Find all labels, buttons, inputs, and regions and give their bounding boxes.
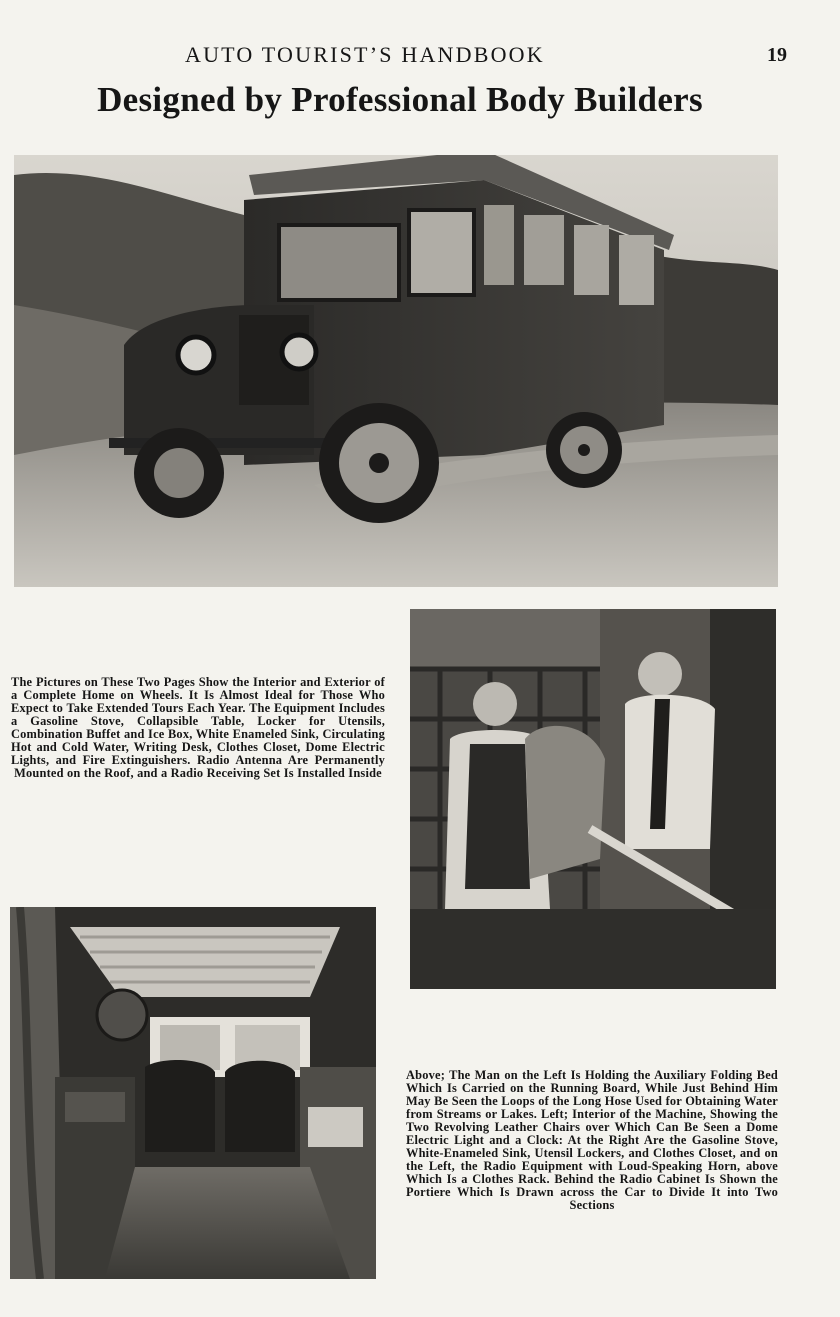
- men-photo: [410, 609, 776, 989]
- interior-photo: [10, 907, 376, 1279]
- page-number: 19: [767, 44, 787, 66]
- secondary-caption-text: Above; The Man on the Left Is Holding the Auxiliary Folding Bed Which Is Carried on the Running Board, While Just Behind Him May Be Seen the Loops of the Long Hose Used for Obtaining Water from Streams or Lakes. Left; Interior of the Machine, Showing the Two Revolving Leather Chairs over Which Can Be Seen a Dome Electric Light and a Clock: At the Right Are the Gasoline Stove, White-Enameled Sink, Utensil Lockers, and Clothes Closet, and on the Left, the Radio Equipment with Loud-Speaking Horn, above Which Is a Clothes Rack. Behind the Radio Cabinet Is Shown the Portiere Which Is Drawn across the Car to Divide It into Two Sections: [406, 1068, 778, 1212]
- main-caption-text: The Pictures on These Two Pages Show the Interior and Exterior of a Complete Home on Wheels. It Is Almost Ideal for Those Who Expect to Take Extended Tours Each Year. The Equipment Includes a Gasoline Stove, Collapsible Table, Locker for Utensils, Combination Buffet and Ice Box, White Enameled Sink, Circulating Hot and Cold Water, Writing Desk, Clothes Closet, Dome Electric Lights, and Fire Extinguishers. Radio Antenna Are Permanently Mounted on the Roof, and a Radio Receiving Set Is Installed Inside: [11, 675, 385, 780]
- exterior-photo: [14, 155, 778, 587]
- running-head: AUTO TOURIST’S HANDBOOK: [185, 42, 545, 67]
- page-title: Designed by Professional Body Builders: [97, 80, 703, 119]
- main-caption: [11, 676, 385, 780]
- secondary-caption: [406, 1069, 778, 1212]
